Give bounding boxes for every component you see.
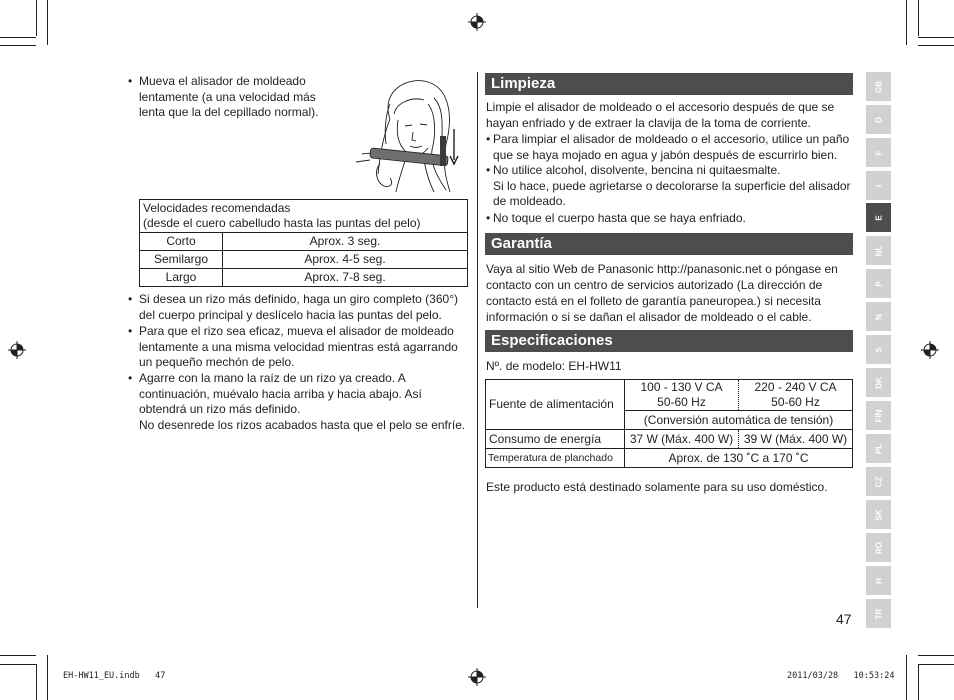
text-line: contacto está en el folleto de garantía paneuropea.) si necesita	[486, 294, 821, 308]
tab-label: NL	[874, 245, 883, 256]
text-line: lenta que la del cepillado normal).	[139, 105, 319, 119]
table-cell: Aprox. 4-5 seg.	[223, 251, 468, 269]
text-line: Si lo hace, puede agrietarse o decolorarse la superficie del alisador	[493, 178, 851, 193]
table-row	[140, 269, 468, 287]
tab-tr[interactable]	[866, 599, 891, 628]
tab-fin[interactable]	[866, 401, 891, 430]
tab-d[interactable]	[866, 105, 891, 134]
model-number: Nº. de modelo: EH-HW11	[486, 359, 622, 373]
tab-n[interactable]	[866, 302, 891, 331]
table-cell: Aprox. 7-8 seg.	[223, 269, 468, 287]
table-cell: Aprox. de 130 ˚C a 170 ˚C	[625, 449, 853, 468]
table-row	[486, 430, 853, 449]
text-line: del cuerpo principal y deslícelo hacia las puntas del pelo.	[139, 307, 442, 322]
tab-label: CZ	[874, 476, 883, 487]
table-cell: Aprox. 3 seg.	[223, 233, 468, 251]
registration-mark-icon	[468, 668, 486, 686]
text-line: Limpie el alisador de moldeado o el accesorio después de que se	[486, 100, 835, 114]
garantia-text	[486, 261, 854, 325]
table-cell: Semilargo	[140, 251, 223, 269]
tab-dk[interactable]	[866, 368, 891, 397]
tab-label: DK	[874, 376, 883, 389]
tab-label: S	[874, 346, 883, 353]
table-cell: Fuente de alimentación	[486, 380, 625, 430]
hair-styling-illustration	[350, 74, 468, 194]
tab-p[interactable]	[866, 269, 891, 298]
text-line: 220 - 240 V CA	[754, 380, 837, 394]
text-line: hayan enfriado y de extraer la clavija de la toma de corriente.	[486, 116, 811, 130]
domestic-use-note: Este producto está destinado solamente para su uso doméstico.	[486, 480, 828, 494]
text-line: (desde el cuero cabelludo hasta las puntas del pelo)	[143, 216, 421, 230]
text-line: Vaya al sitio Web de Panasonic http://panasonic.net o póngase en	[486, 262, 838, 276]
text-line: No toque el cuerpo hasta que se haya enfriado.	[493, 211, 746, 225]
text-line: No utilice alcohol, disolvente, bencina ni quitaesmalte.	[493, 163, 781, 177]
tab-label: N	[874, 313, 883, 320]
tab-e[interactable]	[866, 203, 891, 232]
text-line: 50-60 Hz	[657, 395, 706, 409]
tab-label: FIN	[874, 409, 883, 422]
section-title-garantia: Garantía	[485, 233, 853, 255]
tab-s[interactable]	[866, 335, 891, 364]
section-title-limpieza: Limpieza	[485, 73, 853, 95]
table-cell	[739, 380, 853, 411]
section-title-especificaciones: Especificaciones	[485, 330, 853, 352]
table-cell: (Conversión automática de tensión)	[625, 411, 853, 430]
text-line: 100 - 130 V CA	[640, 380, 723, 394]
table-cell: Corto	[140, 233, 223, 251]
tab-label: TR	[874, 608, 883, 619]
limpieza-intro	[486, 99, 854, 131]
tab-i[interactable]	[866, 171, 891, 200]
table-row	[140, 251, 468, 269]
text-line: Velocidades recomendadas	[143, 201, 291, 215]
text-line: contacto con un centro de servicios autorizado (La dirección de	[486, 278, 823, 292]
tab-label: F	[874, 150, 883, 155]
table-row	[486, 380, 853, 411]
table-cell: 37 W (Máx. 400 W)	[625, 430, 739, 449]
tab-label: GB	[874, 80, 883, 93]
text-line: de moldeado.	[493, 194, 566, 208]
text-line: lentamente (a una velocidad más	[139, 89, 316, 104]
text-line: Agarre con la mano la raíz de un rizo ya creado. A	[139, 371, 406, 385]
tab-nl[interactable]	[866, 236, 891, 265]
registration-mark-icon	[921, 341, 939, 359]
text-line: lentamente a una misma velocidad mientras está agarrando	[139, 339, 458, 354]
text-line: Si desea un rizo más definido, haga un giro completo (360°)	[139, 292, 458, 306]
tab-cz[interactable]	[866, 467, 891, 496]
footer-file: EH-HW11_EU.indb 47	[63, 671, 166, 681]
tab-ro[interactable]	[866, 533, 891, 562]
registration-mark-icon	[8, 341, 26, 359]
text-line: información o si se dañan el alisador de moldeado o el cable.	[486, 310, 812, 324]
text-line: que se haya mojado en agua y jabón después de escurrirlo bien.	[493, 147, 838, 162]
text-line: continuación, muévalo hacia arriba y hacia abajo. Así	[139, 386, 422, 401]
tab-label: E	[874, 214, 883, 221]
tab-label: PL	[874, 443, 883, 454]
text-line: No desenrede los rizos acabados hasta que el pelo se enfríe.	[139, 417, 466, 432]
table-cell: Consumo de energía	[486, 430, 625, 449]
table-cell: 39 W (Máx. 400 W)	[739, 430, 853, 449]
tab-label: SK	[874, 508, 883, 521]
table-cell	[625, 380, 739, 411]
text-line: obtendrá un rizo más definido.	[139, 402, 301, 416]
page-number: 47	[836, 611, 852, 627]
tab-label: D	[874, 116, 883, 123]
tab-pl[interactable]	[866, 434, 891, 463]
text-line: un pequeño mechón de pelo.	[139, 355, 295, 369]
text-line: 50-60 Hz	[771, 395, 820, 409]
tab-label: P	[874, 280, 883, 287]
column-divider	[477, 72, 478, 608]
tab-label: H	[874, 577, 883, 584]
speed-table	[139, 199, 468, 287]
tab-sk[interactable]	[866, 500, 891, 529]
tab-h[interactable]	[866, 566, 891, 595]
text-line: Mueva el alisador de moldeado	[139, 74, 306, 88]
table-row	[486, 449, 853, 468]
text-line: Para limpiar el alisador de moldeado o el accesorio, utilice un paño	[493, 132, 850, 146]
tab-gb[interactable]	[866, 72, 891, 101]
table-cell: Temperatura de planchado	[486, 449, 625, 468]
tab-label: I	[874, 184, 883, 187]
spec-table	[485, 379, 853, 468]
table-header	[140, 200, 468, 233]
table-cell: Largo	[140, 269, 223, 287]
text-line: Para que el rizo sea eficaz, mueva el alisador de moldeado	[139, 324, 454, 338]
tab-f[interactable]	[866, 138, 891, 167]
table-row	[140, 200, 468, 233]
table-row	[140, 233, 468, 251]
footer-date: 2011/03/28 10:53:24	[787, 671, 895, 681]
tab-label: RO	[874, 541, 883, 554]
registration-mark-icon	[468, 13, 486, 31]
